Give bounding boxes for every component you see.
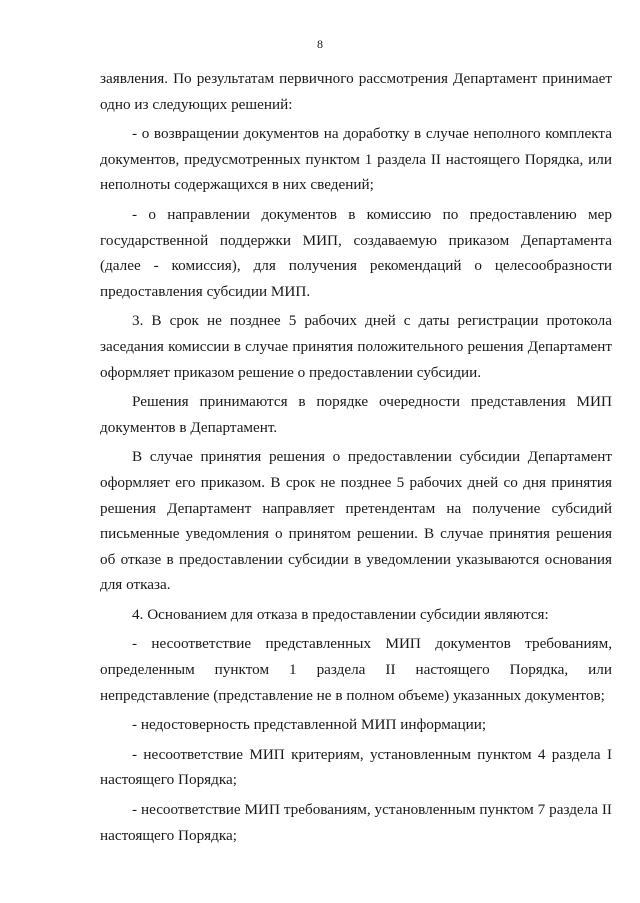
paragraph-refusal-false-info: - недостоверность представленной МИП информации;: [132, 716, 487, 734]
paragraph-refusal-requirements: - несоответствие МИП требованиям, установленным пунктом 7 раздела II настоящего Порядка;: [100, 801, 612, 844]
paragraph-refusal-documents: - несоответствие представленных МИП документов требованиям, определенным пунктом 1 раздела II настоящего Порядка, или непредставление (представление не в полном объеме) указанных документов;: [100, 635, 612, 704]
paragraph-decision-return: - о возвращении документов на доработку в случае неполного комплекта документов, предусмотренных пунктом 1 раздела II настоящего Порядка, или неполноты содержащихся в них сведений;: [100, 125, 612, 194]
paragraph-order-of-decisions: Решения принимаются в порядке очередности представления МИП документов в Департамент.: [100, 393, 612, 436]
document-body: [100, 66, 612, 848]
paragraph-item-3: 3. В срок не позднее 5 рабочих дней с даты регистрации протокола заседания комиссии в случае принятия положительного решения Департамент оформляет приказом решение о предоставлении субсидии.: [100, 312, 612, 381]
paragraph-notification: В случае принятия решения о предоставлении субсидии Департамент оформляет его приказом. В срок не позднее 5 рабочих дней со дня принятия решения Департамент направляет претендентам на получение субсидий письменные уведомления о принятом решении. В случае принятия решения об отказе в предоставлении субсидии в уведомлении указываются основания для отказа.: [100, 448, 612, 594]
paragraph-refusal-criteria: - несоответствие МИП критериям, установленным пунктом 4 раздела I настоящего Порядка;: [100, 745, 612, 789]
paragraph-item-4: 4. Основанием для отказа в предоставлении субсидии являются:: [132, 605, 549, 623]
paragraph-continuation: заявления. По результатам первичного рассмотрения Департамент принимает одно из следующих решений:: [100, 70, 612, 113]
page-number: 8: [317, 37, 323, 51]
paragraph-decision-commission: - о направлении документов в комиссию по предоставлению мер государственной поддержки МИП, создаваемую приказом Департамента (далее - комиссия), для получения рекомендаций о целесообразности предоставления субсидии МИП.: [100, 205, 612, 300]
